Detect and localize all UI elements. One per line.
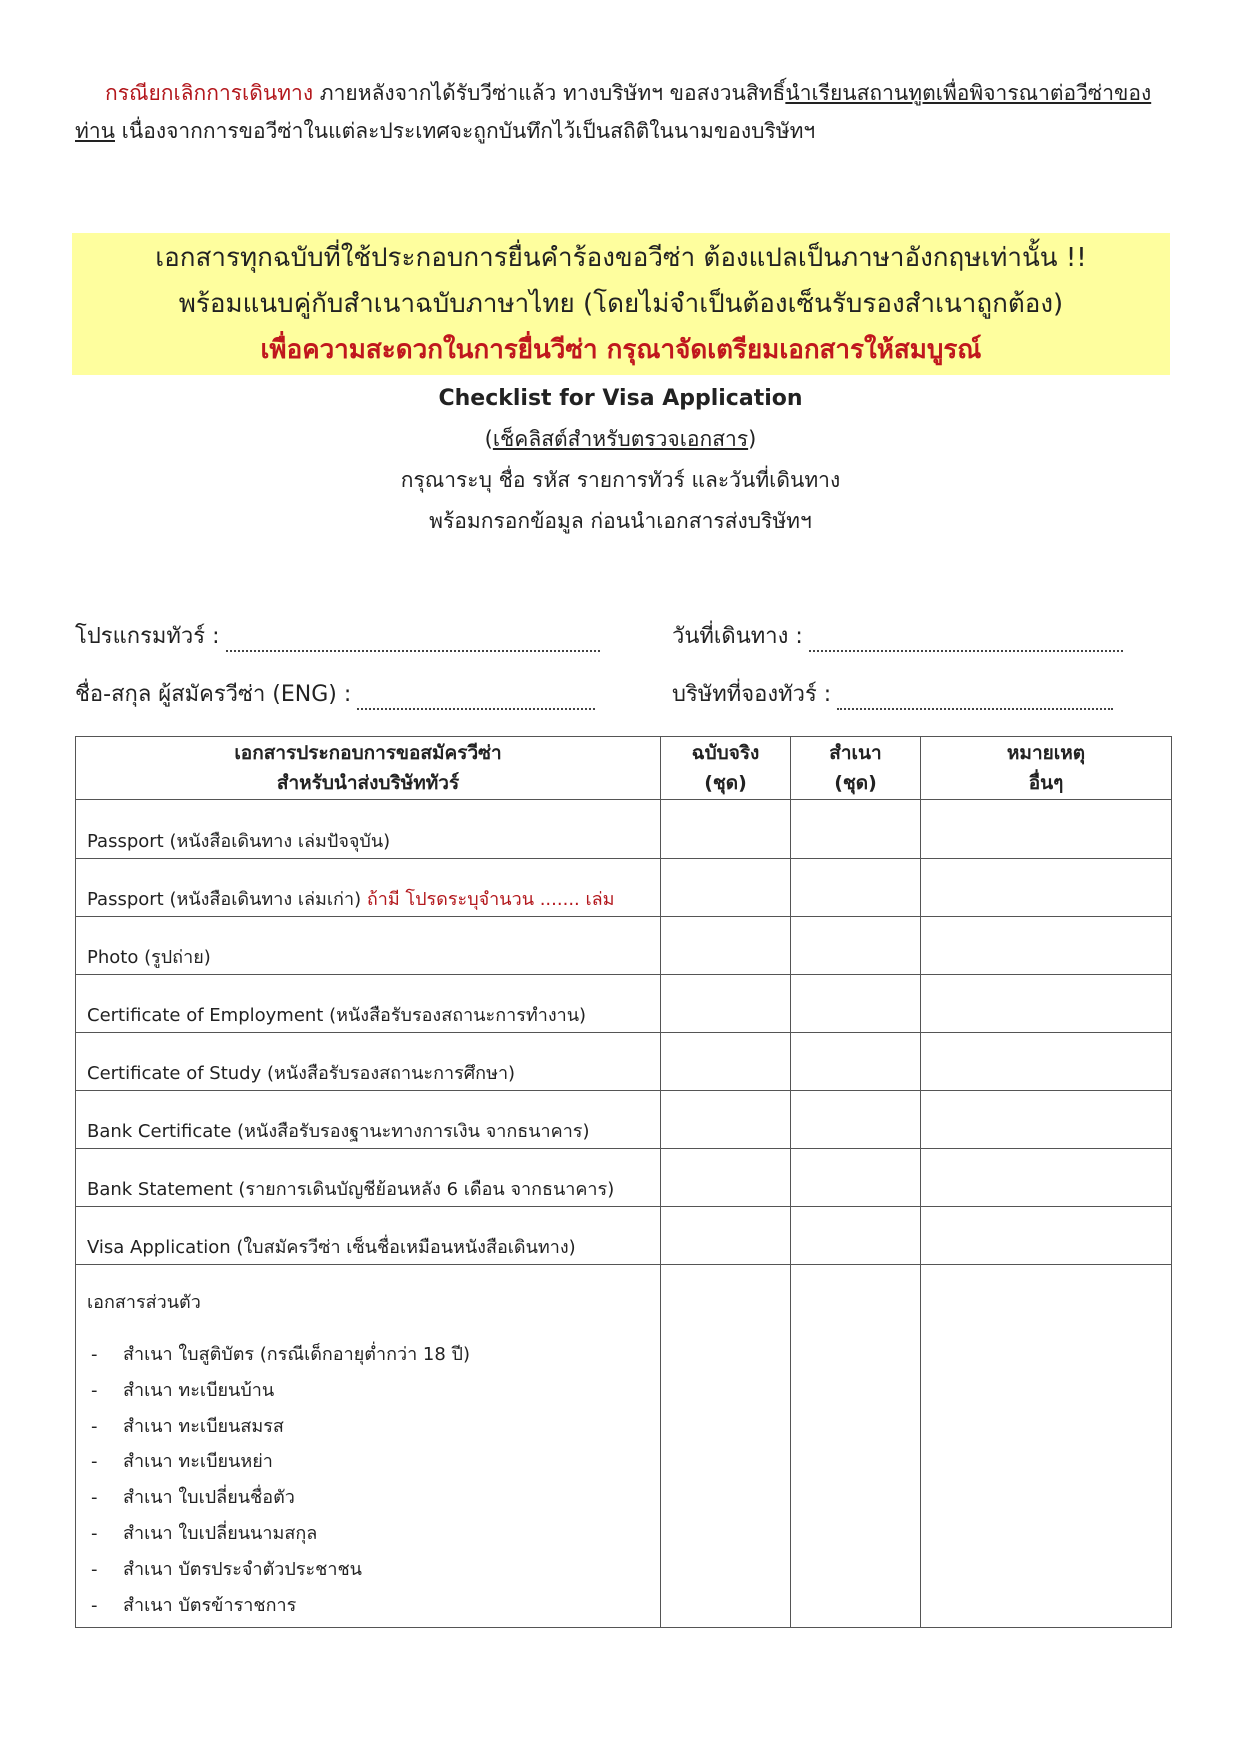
list-item [87,1373,660,1409]
notice-line-3: เพื่อความสะดวกในการยื่นวีซ่า กรุณาจัดเตรียมเอกสารให้สมบูรณ์ [260,335,982,365]
list-item [87,1337,660,1373]
copy-count-cell[interactable] [791,859,921,917]
travel-date-blank[interactable] [809,626,1123,652]
copy-count-cell[interactable] [791,975,921,1033]
checklist-title: Checklist for Visa Application [438,386,803,411]
original-count-cell[interactable] [661,1265,791,1628]
original-count-cell[interactable] [661,859,791,917]
header-documents [76,737,661,800]
copy-count-cell[interactable] [791,917,921,975]
list-item [87,1480,660,1516]
table-row [76,1149,1172,1207]
header-remarks-line2: อื่นๆ [1028,772,1064,794]
remarks-cell[interactable] [921,917,1172,975]
list-dash: - [91,1451,98,1473]
header-documents-line1: เอกสารประกอบการขอสมัครวีซ่า [234,742,502,764]
header-original-line1: ฉบับจริง [691,742,760,764]
checklist-subtitle-line [0,419,1241,460]
document-label [76,859,661,917]
header-original-line2: (ชุด) [704,772,747,794]
copy-count-cell[interactable] [791,800,921,859]
remarks-cell[interactable] [921,975,1172,1033]
header-copy-line1: สำเนา [829,742,882,764]
remarks-cell[interactable] [921,1091,1172,1149]
instruction-line-2: พร้อมกรอกข้อมูล ก่อนนำเอกสารส่งบริษัทฯ [429,509,812,533]
remarks-cell[interactable] [921,1149,1172,1207]
list-dash: - [91,1487,98,1509]
document-label-text: Passport (หนังสือเดินทาง เล่มเก่า) [87,889,362,910]
applicant-name-field[interactable] [75,680,595,710]
checklist-subtitle: เช็คลิสต์สำหรับตรวจเอกสาร [492,427,749,451]
intro-text: ภายหลังจากได้รับวีซ่าแล้ว ทางบริษัทฯ ขอสงวนสิทธิ์ [313,81,786,105]
list-item-text: สำเนา ใบเปลี่ยนนามสกุล [123,1522,318,1544]
remarks-cell[interactable] [921,1033,1172,1091]
list-item-text: สำเนา ใบเปลี่ยนชื่อตัว [123,1487,295,1509]
table-row [76,859,1172,917]
header-remarks-line1: หมายเหตุ [1006,742,1086,764]
travel-date-field[interactable] [672,622,1123,652]
list-item [87,1588,660,1624]
copy-count-cell[interactable] [791,1149,921,1207]
document-label: Passport (หนังสือเดินทาง เล่มปัจจุบัน) [76,800,661,859]
original-count-cell[interactable] [661,1091,791,1149]
header-remarks [921,737,1172,800]
subtitle-paren-close: ) [748,427,757,451]
document-label: Photo (รูปถ่าย) [76,917,661,975]
document-label: Certificate of Employment (หนังสือรับรองสถานะการทำงาน) [76,975,661,1033]
list-dash: - [91,1379,98,1401]
document-label-note: ถ้ามี โปรดระบุจำนวน ....... เล่ม [361,889,615,910]
translation-notice-box [72,233,1170,375]
remarks-cell[interactable] [921,800,1172,859]
document-label: Certificate of Study (หนังสือรับรองสถานะการศึกษา) [76,1033,661,1091]
original-count-cell[interactable] [661,917,791,975]
remarks-cell[interactable] [921,859,1172,917]
personal-documents-cell [76,1265,661,1628]
header-original [661,737,791,800]
header-copy-line2: (ชุด) [834,772,877,794]
instruction-line-1: กรุณาระบุ ชื่อ รหัส รายการทัวร์ และวันที่เดินทาง [400,468,841,492]
checklist-title-block [0,378,1241,542]
list-item [87,1409,660,1445]
copy-count-cell[interactable] [791,1091,921,1149]
table-row-personal-documents [76,1265,1172,1628]
list-item-text: สำเนา ใบสูติบัตร (กรณีเด็กอายุต่ำกว่า 18 ปี) [123,1344,470,1365]
tour-company-blank[interactable] [837,684,1113,710]
tour-program-field[interactable] [75,622,600,652]
table-row [76,1033,1172,1091]
list-item-text: สำเนา ทะเบียนสมรส [123,1415,284,1437]
table-header-row [76,737,1172,800]
list-dash: - [91,1522,98,1544]
tour-program-blank[interactable] [226,626,600,652]
copy-count-cell[interactable] [791,1207,921,1265]
list-item [87,1444,660,1480]
original-count-cell[interactable] [661,1207,791,1265]
original-count-cell[interactable] [661,1149,791,1207]
document-label: Visa Application (ใบสมัครวีซ่า เซ็นชื่อเหมือนหนังสือเดินทาง) [76,1207,661,1265]
tour-program-label: โปรแกรมทัวร์ : [75,624,220,649]
header-documents-line2: สำหรับนำส่งบริษัททัวร์ [276,772,460,794]
list-dash: - [91,1344,98,1365]
document-label: Bank Statement (รายการเดินบัญชีย้อนหลัง 6 เดือน จากธนาคาร) [76,1149,661,1207]
intro-text-end: เนื่องจากการขอวีซ่าในแต่ละประเทศจะถูกบันทึกไว้เป็นสถิติในนามของบริษัทฯ [115,119,816,143]
remarks-cell[interactable] [921,1207,1172,1265]
applicant-name-blank[interactable] [357,684,595,710]
list-item-text: สำเนา บัตรประจำตัวประชาชน [123,1558,362,1580]
cancellation-heading: กรณียกเลิกการเดินทาง [105,81,314,105]
travel-date-label: วันที่เดินทาง : [672,624,803,649]
copy-count-cell[interactable] [791,1033,921,1091]
copy-count-cell[interactable] [791,1265,921,1628]
subtitle-paren-open: ( [484,427,493,451]
list-item-text: สำเนา ทะเบียนหย่า [123,1451,273,1473]
table-row [76,1207,1172,1265]
tour-company-label: บริษัทที่จองทัวร์ : [672,682,832,707]
personal-documents-list [87,1337,660,1623]
intro-paragraph [75,74,1170,150]
table-row [76,800,1172,859]
original-count-cell[interactable] [661,1033,791,1091]
applicant-name-label: ชื่อ-สกุล ผู้สมัครวีซ่า (ENG) : [75,682,352,707]
header-copy [791,737,921,800]
tour-company-field[interactable] [672,680,1113,710]
table-row [76,975,1172,1033]
list-dash: - [91,1594,98,1616]
document-label: Bank Certificate (หนังสือรับรองฐานะทางการเงิน จากธนาคาร) [76,1091,661,1149]
personal-documents-label: เอกสารส่วนตัว [87,1292,201,1313]
original-count-cell[interactable] [661,975,791,1033]
notice-line-1: เอกสารทุกฉบับที่ใช้ประกอบการยื่นคำร้องขอวีซ่า ต้องแปลเป็นภาษาอังกฤษเท่านั้น !! [155,243,1087,273]
notice-line-2: พร้อมแนบคู่กับสำเนาฉบับภาษาไทย (โดยไม่จำเป็นต้องเซ็นรับรองสำเนาถูกต้อง) [178,289,1064,319]
list-item-text: สำเนา ทะเบียนบ้าน [123,1379,275,1401]
document-checklist-table [75,736,1172,1628]
intro-underlined-text: นำเรียนสถานทูตเพื่อพิจารณาต่อวีซ่าของท่าน [75,81,1152,143]
original-count-cell[interactable] [661,800,791,859]
table-row [76,1091,1172,1149]
list-item-text: สำเนา บัตรข้าราชการ [123,1594,297,1616]
list-dash: - [91,1558,98,1580]
table-row [76,917,1172,975]
list-item [87,1552,660,1588]
list-dash: - [91,1415,98,1437]
list-item [87,1516,660,1552]
remarks-cell[interactable] [921,1265,1172,1628]
